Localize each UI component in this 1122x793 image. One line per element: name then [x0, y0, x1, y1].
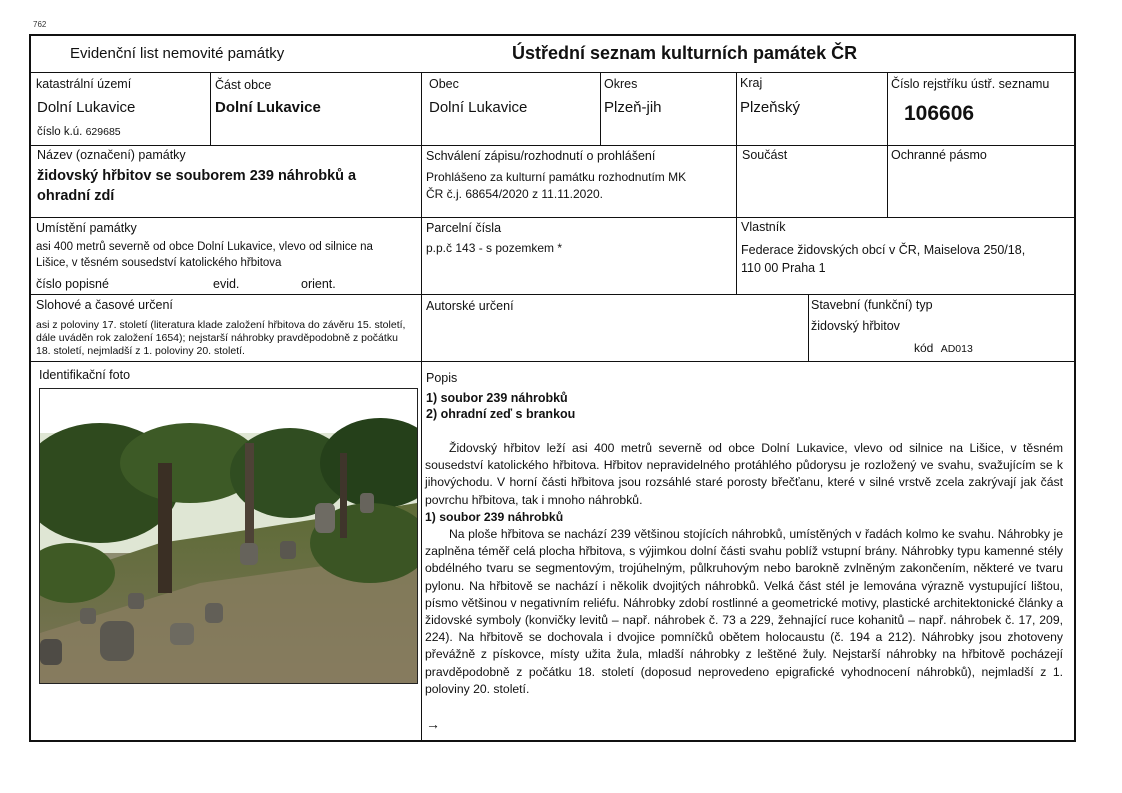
parcelni-label: Parcelní čísla	[426, 221, 502, 235]
umisteni-line-2: Lišice, v těsném sousedství katolického hřbitova	[36, 257, 282, 269]
slohove-line-1: asi z poloviny 17. století (literatura klade založení hřbitova do závěru 15. století,	[36, 319, 406, 331]
divider	[210, 73, 211, 145]
slohove-line-3: 18. století, nejmladší z 1. poloviny 20. století.	[36, 345, 245, 357]
cast-obce-label: Část obce	[215, 78, 272, 92]
slohove-line-2: dále uváděn rok založení 1654); nejstarší náhrobky pravděpodobně z počátku	[36, 332, 398, 344]
vlastnik-line-2: 110 00 Praha 1	[741, 261, 826, 275]
obec-value: Dolní Lukavice	[429, 99, 528, 116]
vlastnik-label: Vlastník	[741, 220, 786, 234]
vlastnik-line-1: Federace židovských obcí v ČR, Maiselova 250/18,	[741, 243, 1026, 257]
popis-text	[425, 440, 1063, 698]
nazev-line-1: židovský hřbitov se souborem 239 náhrobků a	[37, 168, 357, 184]
identification-photo	[39, 388, 418, 684]
umisteni-line-1: asi 400 metrů severně od obce Dolní Lukavice, vlevo od silnice na	[36, 241, 373, 253]
cislo-ku-value: 629685	[85, 126, 121, 138]
kraj-label: Kraj	[740, 76, 763, 90]
pasmo-label: Ochranné pásmo	[891, 148, 987, 162]
cislo-popisne-label: číslo popisné	[36, 277, 109, 291]
obec-label: Obec	[429, 77, 459, 91]
kod-value: AD013	[940, 343, 973, 355]
orient-label: orient.	[301, 277, 336, 291]
katastr-value: Dolní Lukavice	[37, 99, 136, 116]
typ-label: Stavební (funkční) typ	[811, 298, 933, 312]
divider	[808, 295, 809, 361]
divider	[30, 217, 1075, 218]
divider	[30, 361, 1075, 362]
kod-label: kód	[914, 341, 934, 355]
rejstrik-label: Číslo rejstříku ústř. seznamu	[891, 77, 1050, 91]
okres-label: Okres	[604, 77, 638, 91]
divider	[736, 73, 737, 294]
kraj-value: Plzeňský	[740, 99, 801, 116]
soucast-label: Součást	[742, 148, 788, 162]
slohove-label: Slohové a časové určení	[36, 298, 173, 312]
popis-subheading: 1) soubor 239 náhrobků	[425, 509, 564, 524]
typ-value: židovský hřbitov	[811, 319, 900, 333]
popis-paragraph-2: Na ploše hřbitova se nachází 239 většinou stojících náhrobků, umístěných v řadách kolmo ke svahu. Náhrobky je zaplněna téměř celá plocha hřbitova, s výjimkou dolní části svahu poblíž vstupní brány. Náhrobky typu kamenné stély obdélného tvaru se segmentovým, trojúhelným, půlkruhovým nebo barokně zvlněným zakončením, některé ve tvaru pylonu. Na hřbitově se nachází i několik dvojitých náhrobků. Velká část stél je lemována výrazně vystupující lištou, písmo většinou v negativním reliéfu. Náhrobky zdobí rostlinné a geometrické motivy, plastické architektonické články a židovské symboly (konvičky levitů – např. náhrobek č. 73 a 229, žehnající ruce kohanitů – např. náhrobek č. 17, 209, 224). Na hřbitově se dochovala i dvojice pomníčků obětem holocaustu (č. 194 a 212). Náhrobky jsou zhotoveny převážně z pískovce, místy užita žula, mladší náhrobky z leštěné žuly. Nejstarší náhrobky na hřbitově pocházejí pravděpodobně z počátku 18. století (doposud neprovedeno epigrafické vyhodnocení náhrobků), nejmladší z 1. poloviny 20. století.	[425, 527, 1063, 696]
continuation-arrow: →	[426, 716, 440, 732]
popis-label: Popis	[426, 371, 458, 385]
okres-value: Plzeň-jih	[604, 99, 662, 116]
katastr-label: katastrální území	[36, 77, 132, 91]
divider	[30, 145, 1075, 146]
cemetery-photo-image	[40, 389, 417, 683]
popis-paragraph-1: Židovský hřbitov leží asi 400 metrů severně od obce Dolní Lukavice, vlevo od silnice na Lišice, v těsném sousedství katolického hřbitova. Hřbitov nepravidelného protáhlého půdorysu je rozložený ve svahu, svažujícím se k jihovýchodu. V horní části hřbitova jsou rozsáhlé staré porosty břečťanu, které v silné vrstvě zcela zakrývají jak část povrchu hřbitova, tak i mnoho náhrobků.	[425, 441, 1063, 507]
divider	[421, 73, 422, 362]
divider	[887, 73, 888, 217]
nazev-line-2: ohradní zdí	[37, 188, 115, 204]
divider	[600, 73, 601, 145]
cislo-ku-label: číslo k.ú.	[37, 126, 83, 138]
divider	[30, 294, 1075, 295]
kod	[914, 342, 973, 356]
foto-label: Identifikační foto	[39, 368, 131, 382]
cast-obce-value: Dolní Lukavice	[215, 99, 321, 116]
autorske-label: Autorské určení	[426, 299, 514, 313]
rejstrik-number: 106606	[904, 102, 975, 125]
popis-list-item-2: 2) ohradní zeď s brankou	[426, 407, 576, 421]
schvaleni-label: Schválení zápisu/rozhodnutí o prohlášení	[426, 149, 656, 163]
nazev-label: Název (označení) památky	[37, 148, 186, 162]
form-title: Evidenční list nemovité památky	[70, 45, 285, 62]
page-number: 762	[33, 20, 47, 29]
schvaleni-line-2: ČR č.j. 68654/2020 z 11.11.2020.	[426, 187, 604, 201]
umisteni-label: Umístění památky	[36, 221, 137, 235]
popis-list-item-1: 1) soubor 239 náhrobků	[426, 391, 568, 405]
evid-label: evid.	[213, 277, 240, 291]
divider	[30, 72, 1075, 73]
register-title: Ústřední seznam kulturních památek ČR	[512, 43, 858, 63]
parcelni-value: p.p.č 143 - s pozemkem *	[426, 241, 563, 255]
cislo-ku	[37, 126, 121, 139]
divider	[421, 362, 422, 741]
schvaleni-line-1: Prohlášeno za kulturní památku rozhodnutím MK	[426, 170, 687, 184]
